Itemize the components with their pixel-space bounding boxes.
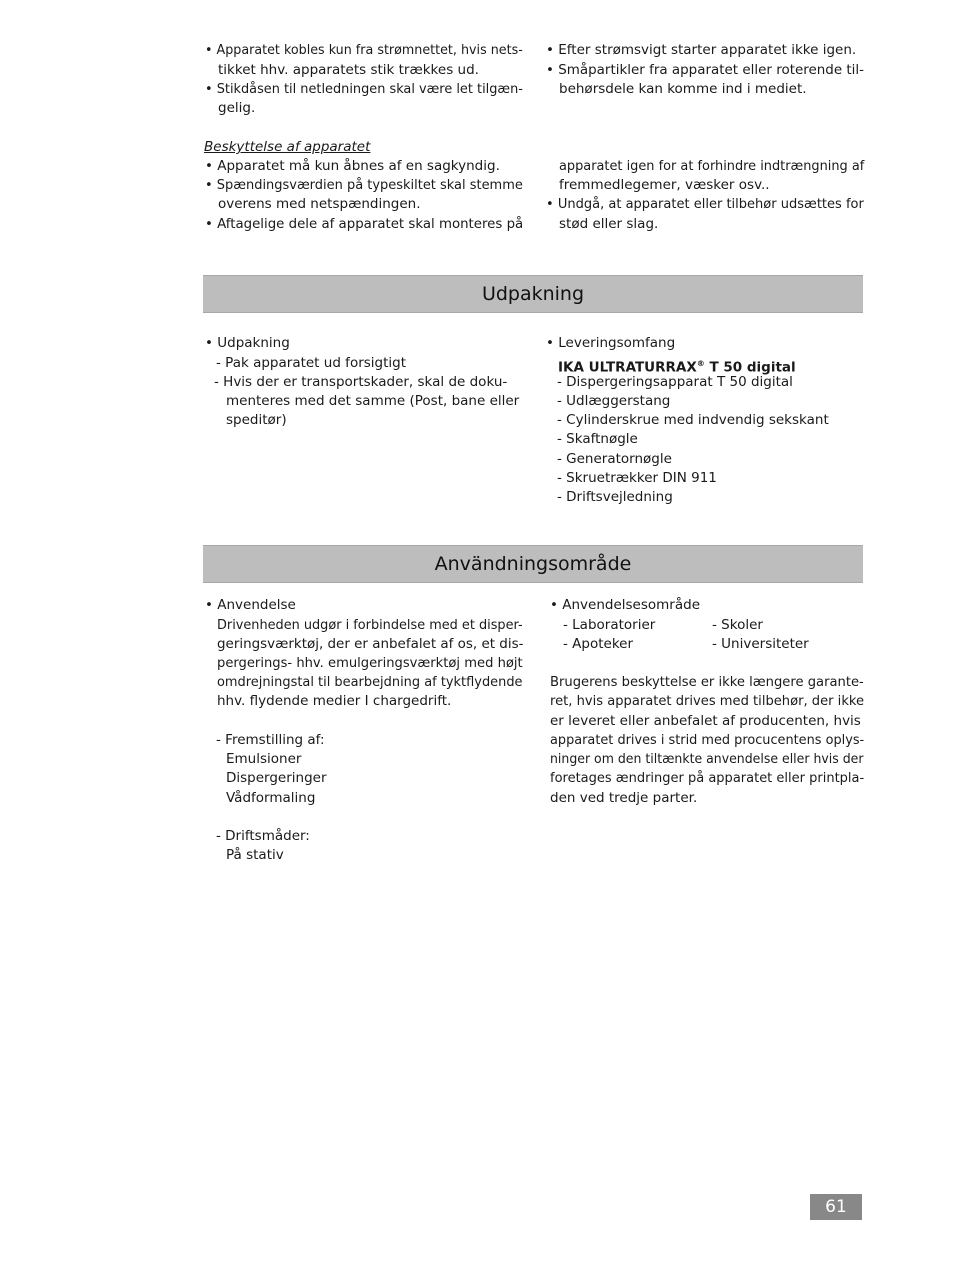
text-line: • Spændingsværdien på typeskiltet skal stemme [205,177,523,193]
list-item: - Skruetrækker DIN 911 [557,470,717,486]
section-header-udpakning [203,275,863,313]
list-item: - Fremstilling af: [216,732,325,748]
section-header-anvendelse [203,545,863,583]
list-item: speditør) [226,412,287,428]
list-heading: • Udpakning [205,335,290,351]
list-heading: • Anvendelse [205,597,296,613]
paragraph-line: foretages ændringer på apparatet eller printpla- [550,770,865,786]
text-line: behørsdele kan komme ind i mediet. [559,81,807,97]
paragraph-line: pergerings- hhv. emulgeringsværktøj med højt [217,655,523,671]
paragraph-line: er leveret eller anbefalet af producenten, hvis [550,713,861,729]
paragraph-line: Brugerens beskyttelse er ikke længere garante- [550,674,864,690]
list-item: - Generatornøgle [557,451,672,467]
text-line: stød eller slag. [559,216,659,232]
text-line: apparatet igen for at forhindre indtrængning af [559,158,865,174]
list-item: - Udlæggerstang [557,393,671,409]
paragraph-line: Drivenheden udgør i forbindelse med et disper- [217,617,523,633]
list-item: - Hvis der er transportskader, skal de doku- [214,374,508,390]
paragraph-line: geringsværktøj, der er anbefalet af os, et dis- [217,636,524,652]
list-item: - Skoler [712,617,763,633]
page-number: 61 [810,1194,862,1220]
list-item: - Laboratorier [563,617,656,633]
list-item: Vådformaling [226,790,316,806]
paragraph-line: hhv. flydende medier I chargedrift. [217,693,452,709]
list-item: - Pak apparatet ud forsigtigt [216,355,407,371]
text-line: • Aftagelige dele af apparatet skal monteres på [205,216,524,232]
paragraph-line: apparatet drives i strid med procucentens oplys- [550,732,865,748]
text-line: tikket hhv. apparatets stik trækkes ud. [218,62,479,78]
list-item: - Cylinderskrue med indvendig sekskant [557,412,829,428]
list-item: Dispergeringer [226,770,327,786]
list-item: På stativ [226,847,284,863]
section-title: Användningsområde [434,553,632,575]
list-item: - Universiteter [712,636,809,652]
list-heading: • Anvendelsesområde [550,597,701,613]
text-line: • Undgå, at apparatet eller tilbehør udsættes for [546,196,864,212]
text-line: • Småpartikler fra apparatet eller roterende til- [546,62,865,78]
text-line: overens med netspændingen. [218,196,421,212]
paragraph-line: ret, hvis apparatet drives med tilbehør, der ikke [550,693,865,709]
list-item: menteres med det samme (Post, bane eller [226,393,520,409]
list-item: - Driftsvejledning [557,489,673,505]
paragraph-line: omdrejningstal til bearbejdning af tyktflydende [217,674,523,690]
list-item: - Dispergeringsapparat T 50 digital [557,374,793,390]
text-line: fremmedlegemer, væsker osv.. [559,177,770,193]
text-line: • Apparatet kobles kun fra strømnettet, hvis nets- [205,42,523,58]
paragraph-line: ninger om den tiltænkte anvendelse eller hvis der [550,751,864,767]
list-item: - Apoteker [563,636,634,652]
list-item: - Driftsmåder: [216,828,310,844]
section-title: Udpakning [481,283,585,305]
text-line: • Apparatet må kun åbnes af en sagkyndig. [205,158,500,174]
text-line: gelig. [218,100,256,116]
product-name: IKA ULTRATURRAX® T 50 digital [558,359,796,376]
paragraph-line: den ved tredje parter. [550,790,698,806]
text-line: • Efter strømsvigt starter apparatet ikke igen. [546,42,857,58]
list-item: - Skaftnøgle [557,431,638,447]
list-item: Emulsioner [226,751,302,767]
list-heading: • Leveringsomfang [546,335,676,351]
subheading-protection: Beskyttelse af apparatet [204,139,371,155]
text-line: • Stikdåsen til netledningen skal være let tilgæn- [205,81,523,97]
